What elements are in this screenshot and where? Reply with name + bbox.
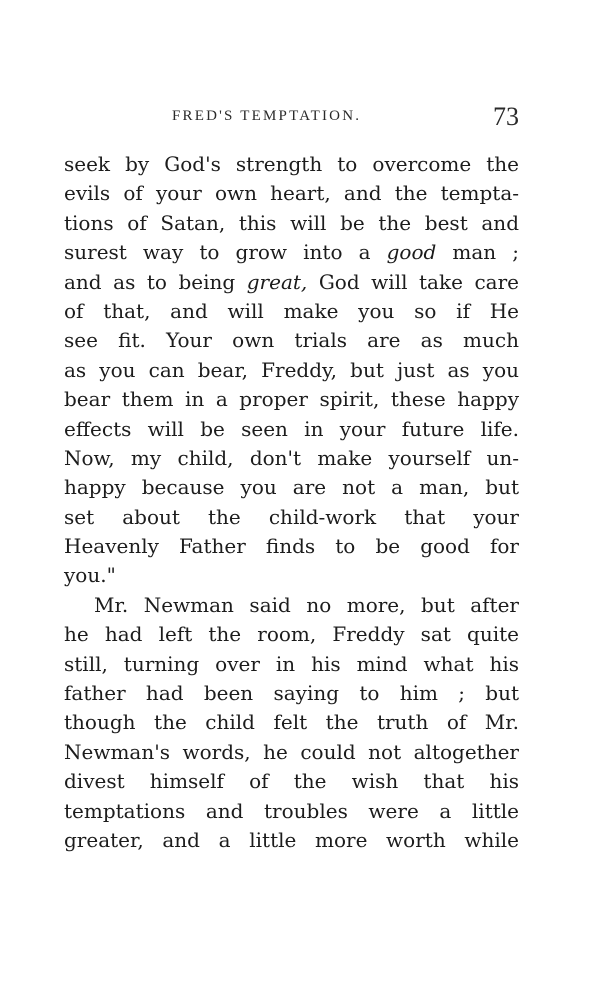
text-line: effects will be seen in your future life.: [64, 416, 519, 441]
text-line: Newman's words, he could not altogether: [64, 739, 519, 764]
text-line: Now, my child, don't make yourself un-: [64, 445, 519, 470]
text-line: happy because you are not a man, but: [64, 475, 519, 500]
italic-word: good: [386, 240, 437, 265]
text-line: divest himself of the wish that his: [64, 769, 519, 794]
text-line: seek by God's strength to overcome the: [64, 152, 519, 176]
running-head: FRED'S TEMPTATION.: [172, 108, 362, 124]
text-line: and as to being great, God will take care: [64, 269, 519, 294]
page-header: [64, 102, 519, 134]
body-text: [64, 150, 519, 855]
text-line: surest way to grow into a good man ;: [64, 240, 519, 265]
text-line: you.": [64, 563, 116, 588]
text-line: tions of Satan, this will be the best and: [64, 210, 519, 235]
text-line: see fit. Your own trials are as much: [64, 328, 519, 353]
text-line: evils of your own heart, and the tempta-: [64, 181, 519, 206]
text-line: bear them in a proper spirit, these happy: [64, 387, 519, 412]
text-line: set about the child-work that your: [64, 504, 519, 529]
page-number: 73: [493, 102, 519, 131]
text-line: Heavenly Father finds to be good for: [64, 534, 519, 559]
text-line: greater, and a little more worth while: [64, 827, 519, 852]
italic-word: great,: [246, 269, 308, 294]
text-line: though the child felt the truth of Mr.: [64, 710, 519, 735]
text-line: of that, and will make you so if He: [64, 298, 519, 323]
text-line: temptations and troubles were a little: [64, 798, 519, 823]
text-line: he had left the room, Freddy sat quite: [64, 622, 519, 647]
text-line: still, turning over in his mind what his: [64, 651, 519, 676]
text-line: as you can bear, Freddy, but just as you: [64, 357, 519, 382]
text-line: father had been saying to him ; but: [64, 681, 519, 706]
paragraph-start-line: Mr. Newman said no more, but after: [94, 592, 519, 617]
